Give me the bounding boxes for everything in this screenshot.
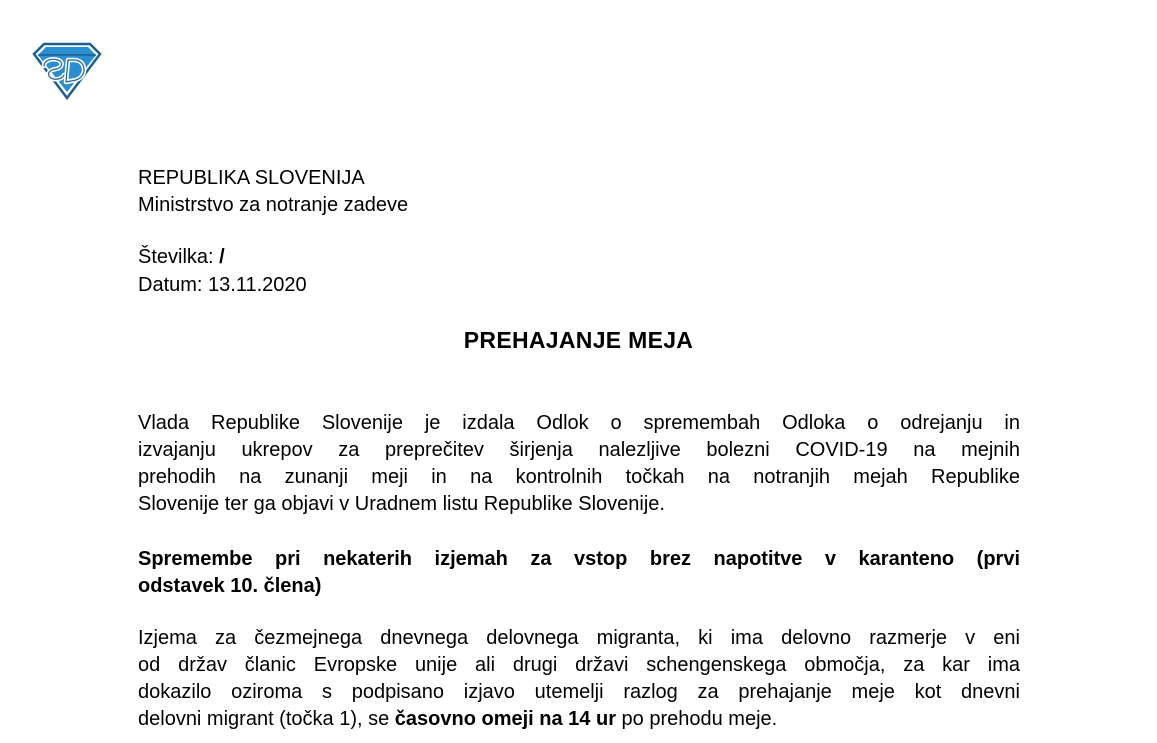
date-label: Datum:: [138, 274, 203, 296]
party-logo-icon: [30, 40, 104, 100]
emphasized-text: časovno omeji na 14 ur: [394, 708, 616, 730]
number-label: Številka:: [138, 246, 214, 268]
paragraph-line-final: [138, 706, 1020, 733]
paragraph-line: prehodih na zunanji meji in na kontrolnih točkah na notranjih mejah Republike: [138, 466, 1020, 488]
republic-name: REPUBLIKA SLOVENIJA: [138, 167, 365, 189]
paragraph-line: izvajanju ukrepov za preprečitev širjenja nalezljive bolezni COVID-19 na mejnih: [138, 439, 1020, 461]
ministry-name: Ministrstvo za notranje zadeve: [138, 194, 409, 216]
document-date: [138, 273, 307, 297]
exception-paragraph: [138, 625, 1020, 733]
text-before: delovni migrant (točka 1), se: [138, 708, 395, 730]
document-title: PREHAJANJE MEJA: [463, 327, 694, 353]
date-value: 13.11.2020: [208, 274, 307, 296]
paragraph-line: Vlada Republike Slovenije je izdala Odlok o spremembah Odloka o odrejanju in: [138, 412, 1020, 434]
paragraph-line: od držav članic Evropske unije ali drugi državi schengenskega območja, za kar ima: [138, 654, 1020, 676]
number-value: /: [219, 246, 225, 268]
text-after: po prehodu meje.: [615, 708, 778, 730]
intro-paragraph: [138, 410, 1020, 518]
paragraph-line: dokazilo oziroma s podpisano izjavo utemelji razlog za prehajanje meje kot dnevni: [138, 681, 1020, 703]
section-heading: [138, 546, 1020, 600]
paragraph-line: Slovenije ter ga objavi v Uradnem listu Republike Slovenije.: [138, 493, 665, 515]
heading-line: odstavek 10. člena): [138, 575, 322, 597]
document-number: [138, 245, 225, 269]
heading-line: Spremembe pri nekaterih izjemah za vstop brez napotitve v karanteno (prvi: [138, 548, 1020, 570]
paragraph-line: Izjema za čezmejnega dnevnega delovnega migranta, ki ima delovno razmerje v eni: [138, 627, 1020, 649]
